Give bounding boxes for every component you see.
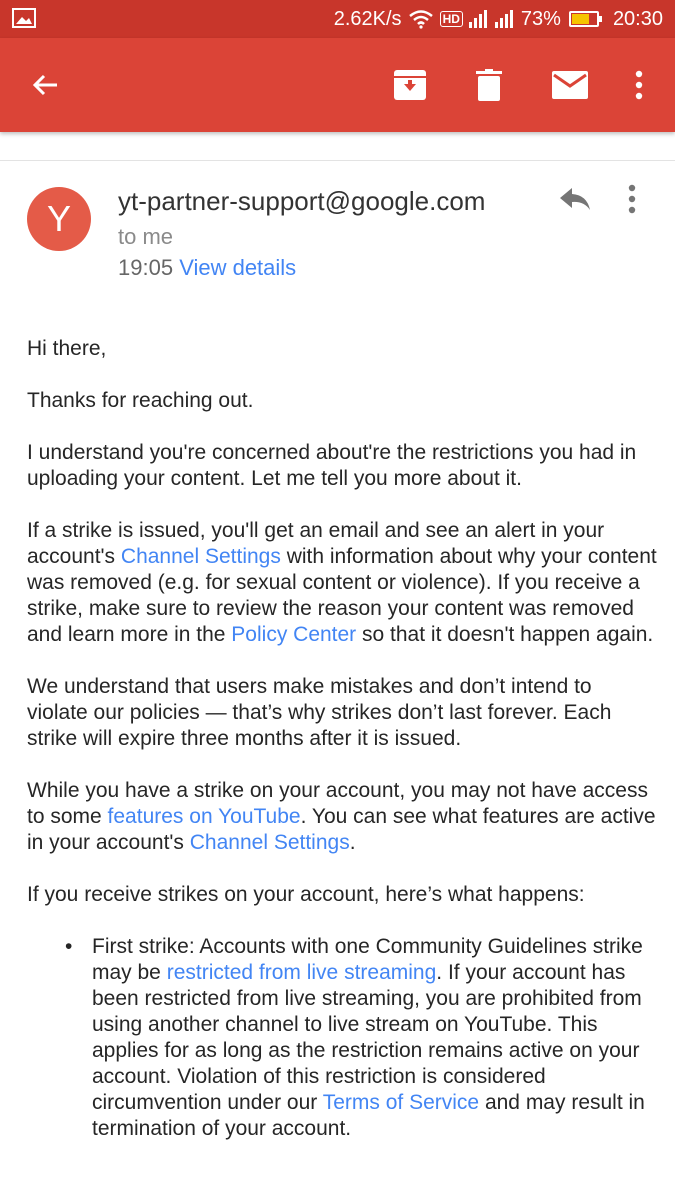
body-paragraph [27,778,657,856]
body-paragraph: I understand you're concerned about're the restrictions you had in uploading your content. Let me tell you more about it. [27,441,637,490]
signal-icon-2 [495,10,515,28]
recipient-label: to me [118,224,174,249]
text-run: so that it doesn't happen again. [356,623,654,646]
back-button[interactable] [17,38,73,132]
features-on-youtube-link[interactable]: features on YouTube [107,805,301,828]
text-run: First strike: Accounts with one Community Guidelines strike may be [92,935,643,984]
terms-of-service-link[interactable]: Terms of Service [322,1091,480,1114]
message-body [27,336,657,1142]
text-run: . If your account has been restricted from live streaming, you are prohibited from using another channel to live stream on YouTube. This applies for as long as the restriction remains active on your account. Violation of this restriction is considered circumvention under our [92,961,642,1114]
reply-button[interactable] [558,184,598,224]
archive-button[interactable] [382,38,438,132]
greeting: Hi there, [27,337,107,360]
more-options-button[interactable] [611,38,667,132]
message-more-button[interactable] [628,184,652,224]
more-vert-icon [635,70,643,100]
delete-button[interactable] [461,38,517,132]
bullet: • [65,935,73,958]
reply-icon [558,184,592,214]
message-time-row [118,255,296,281]
signal-icon [469,10,489,28]
body-paragraph: Thanks for reaching out. [27,389,254,412]
app-toolbar [0,38,675,132]
image-notification-icon [12,8,36,28]
status-bar [0,0,675,38]
text-run: and may result in termination of your account. [92,1091,645,1140]
view-details-link[interactable]: View details [179,255,297,280]
text-run: . You can see what features are active in your account's [27,805,656,854]
wifi-icon [408,9,434,29]
channel-settings-link[interactable]: Channel Settings [189,831,350,854]
message-header [0,160,675,300]
mark-unread-button[interactable] [542,38,598,132]
battery-icon [569,11,599,27]
strike-list [27,934,657,1142]
hd-badge: HD [440,11,463,27]
policy-center-link[interactable]: Policy Center [231,623,357,646]
text-run: . [349,831,356,854]
avatar[interactable] [27,187,91,251]
restricted-live-streaming-link[interactable]: restricted from live streaming [166,961,437,984]
delete-icon [476,69,502,101]
battery-percent: 73% [520,7,561,30]
mail-icon [552,71,588,99]
text-run: While you have a strike on your account, you may not have access to some [27,779,648,828]
subject-divider [0,132,675,161]
message-time: 19:05 [118,255,174,280]
body-paragraph: We understand that users make mistakes and don’t intend to violate our policies — that’s why strikes don’t last forever. Each strike will expire three months after it is issued. [27,675,612,750]
body-paragraph: If you receive strikes on your account, here’s what happens: [27,883,585,906]
list-item [65,934,657,1142]
more-vert-icon [628,184,636,214]
archive-icon [393,69,427,101]
clock: 20:30 [612,7,663,30]
channel-settings-link[interactable]: Channel Settings [120,545,281,568]
sender-address[interactable]: yt-partner-support@google.com [118,186,486,216]
text-run: If a strike is issued, you'll get an email and see an alert in your account's [27,519,605,568]
text-run: with information about why your content was removed (e.g. for sexual content or violence). If you receive a strike, make sure to review the reason your content was removed and learn more in the [27,545,657,646]
avatar-letter: Y [46,198,71,239]
body-paragraph [27,518,657,648]
back-arrow-icon [31,71,59,99]
network-speed: 2.62K/s [333,7,402,30]
